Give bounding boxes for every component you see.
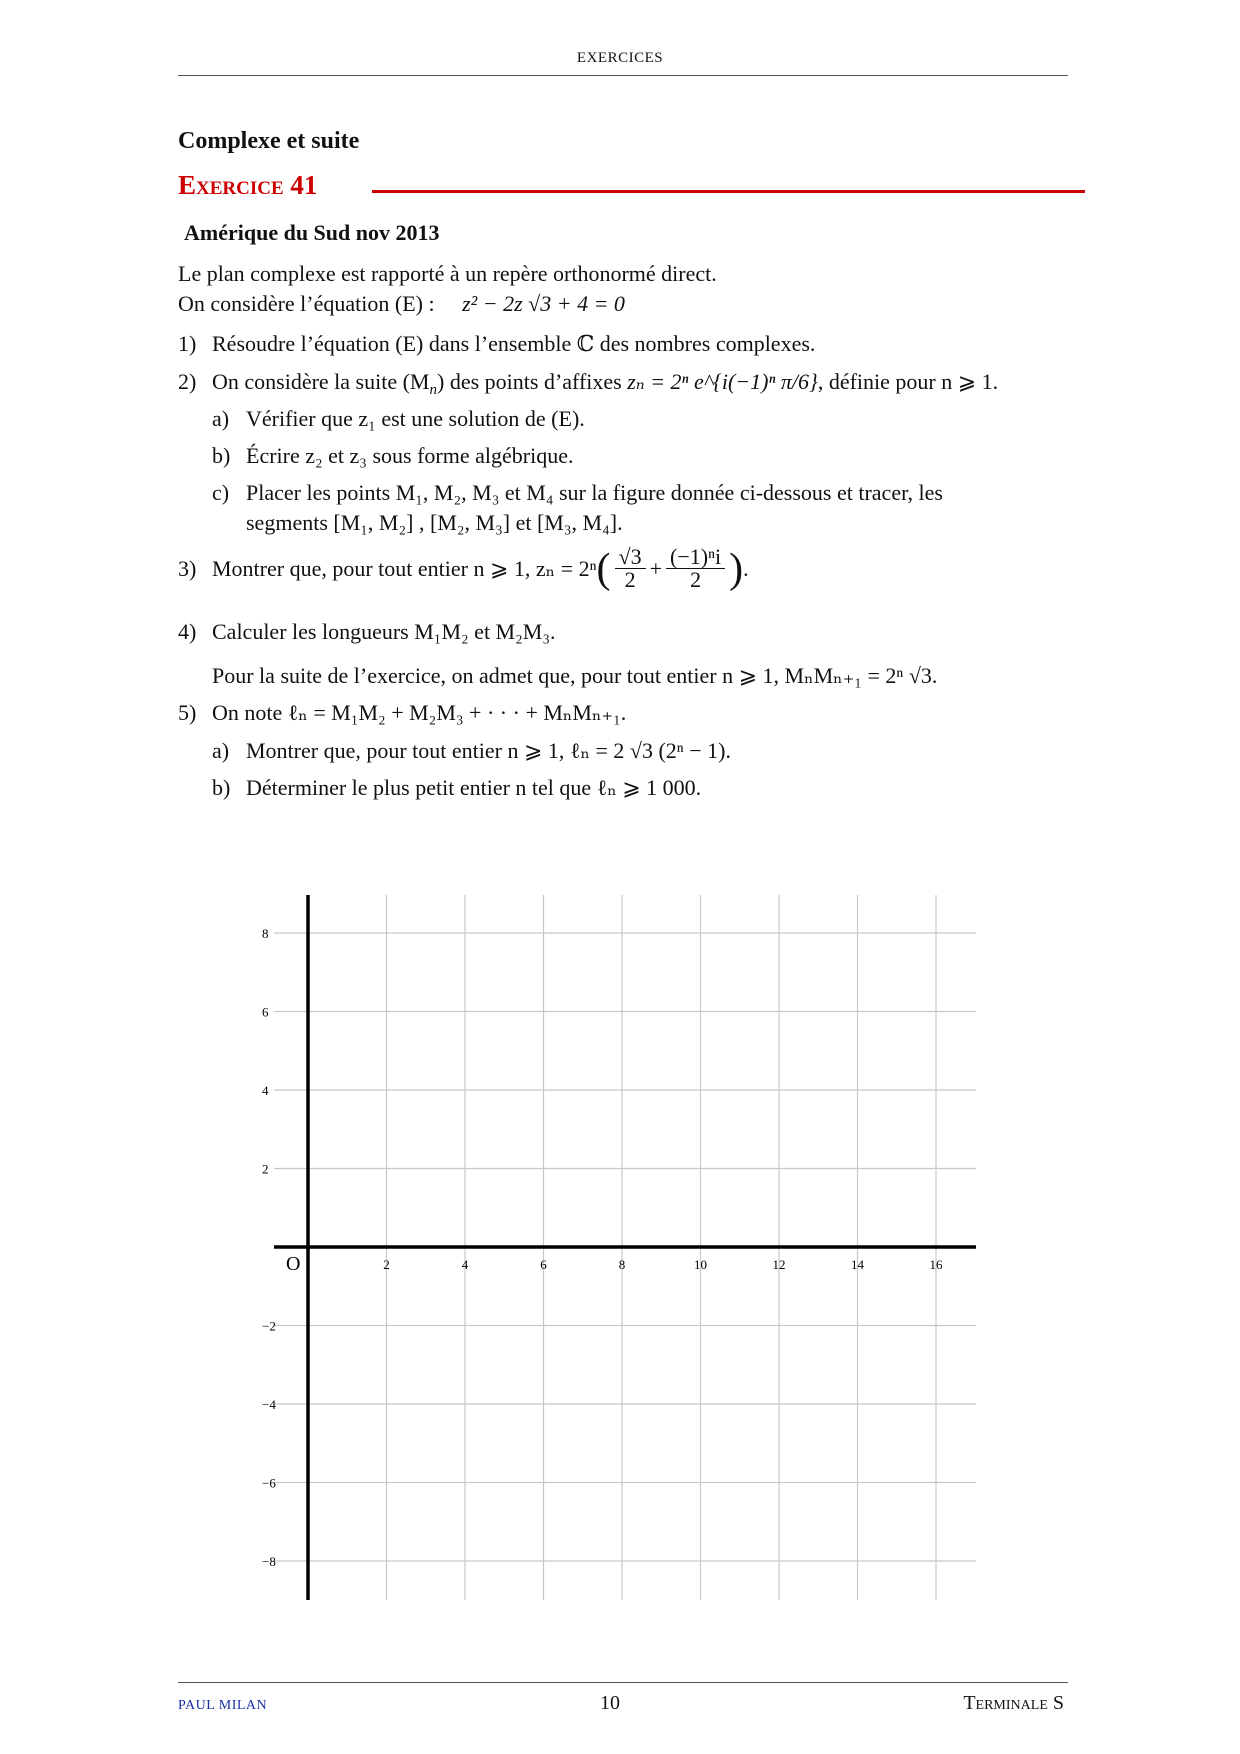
fraction-1: $\frac{√3}{2}$ [615,546,646,591]
x-tick-label: 4 [461,1257,469,1272]
sub-text: Écrire z₂ et z₃ sous forme algébrique. [246,443,574,468]
y-tick-label: 6 [262,1004,269,1020]
question-number: 3) [178,555,197,581]
question-2a [212,408,585,430]
section-title: Complexe et suite [178,128,360,154]
intro-text: On considère l’équation (E) : [178,291,435,316]
x-tick-label: 6 [540,1257,547,1272]
question-1 [178,333,815,355]
intro-line-2 [178,293,625,315]
coordinate-grid [260,880,980,1610]
y-tick-label: −6 [262,1475,276,1491]
sub-label: c) [212,480,230,505]
x-tick-label: 16 [929,1257,943,1272]
x-tick-label: 10 [694,1257,707,1272]
question-text: On note ℓₙ = M₁M₂ + M₂M₃ + · · · + MₙMₙ₊₁. [212,700,627,725]
footer-author: PAUL MILAN [178,1698,268,1713]
exercise-rule [372,190,1085,193]
question-3: 3) Montrer que, pour tout entier n ⩾ 1, zₙ = 2ⁿ ( $\frac{√3}{2}$ + $\frac{\text{(−1)ⁿi}}{2}$ ) . [178,544,749,592]
question-text: Montrer que, pour tout entier n ⩾ 1, zₙ = 2ⁿ [212,555,597,581]
question-number: 5) [178,700,197,725]
admitted-note: Pour la suite de l’exercice, on admet que, pour tout entier n ⩾ 1, MₙMₙ₊₁ = 2ⁿ √3. [212,663,938,688]
page-number: 10 [600,1692,620,1714]
question-number: 4) [178,619,197,644]
footer-rule [178,1682,1068,1683]
question-number: 1) [178,331,197,356]
question-number: 2) [178,369,197,394]
page-header: EXERCICES [576,50,664,66]
intro-line-1: Le plan complexe est rapporté à un repère orthonormé direct. [178,261,717,286]
y-tick-label: −8 [262,1554,276,1569]
sub-label: a) [212,406,230,431]
y-tick-label: −4 [262,1397,276,1412]
x-tick-label: 14 [851,1257,864,1272]
exercise-label: Exercice 41 [178,170,318,200]
exercise-source: Amérique du Sud nov 2013 [184,220,440,245]
sub-text: Placer les points M₁, M₂, M₃ et M₄ sur la figure donnée ci-dessous et tracer, les [246,480,943,505]
sub-text: Montrer que, pour tout entier n ⩾ 1, ℓₙ = 2 √3 (2ⁿ − 1). [246,738,731,763]
y-tick-label: −2 [262,1318,276,1334]
sub-label: a) [212,738,230,763]
question-5a [212,740,731,762]
question-2c-line-2: segments [M₁, M₂] , [M₂, M₃] et [M₃, M₄]. [246,510,623,535]
footer-level: Terminale S [963,1692,1064,1714]
question-text: Résoudre l’équation (E) dans l’ensemble ℂ des nombres complexes. [212,331,816,356]
sub-label: b) [212,443,231,468]
sub-text: Vérifier que z₁ est une solution de (E). [246,406,585,431]
sequence-formula: zₙ = 2ⁿ e^{i(−1)ⁿ π/6} [627,369,818,394]
question-2b [212,445,573,467]
x-tick-label: 2 [383,1257,390,1272]
question-text: Calculer les longueurs M₁M₂ et M₂M₃. [212,619,556,644]
question-text: On considère la suite (M [212,369,430,394]
question-5 [178,702,626,724]
y-tick-label: 4 [262,1083,269,1098]
y-tick-label: 8 [262,926,269,941]
sub-label: b) [212,775,231,800]
fraction-2: $\frac{\text{(−1)ⁿi}}{2}$ [666,546,725,591]
question-2c [212,482,943,504]
sub-text: Déterminer le plus petit entier n tel que ℓₙ ⩾ 1 000. [246,775,702,800]
x-tick-label: 12 [772,1257,786,1272]
y-tick-label: 2 [262,1161,269,1177]
question-2: 2) On considère la suite $(M_n)$ des points d’affixes zₙ = 2ⁿ e^{i(−1)ⁿ π/6}, définie pour n ⩾ 1. [178,369,999,398]
x-tick-label: 8 [618,1257,626,1272]
header-rule [178,75,1068,76]
question-5b [212,777,701,799]
equation-e: z² − 2z √3 + 4 = 0 [462,291,625,316]
question-4 [178,621,556,643]
question-text-cont: ) des points d’affixes [437,369,622,394]
question-text-end: , définie pour n ⩾ 1. [817,369,999,394]
origin-label: O [286,1253,301,1275]
